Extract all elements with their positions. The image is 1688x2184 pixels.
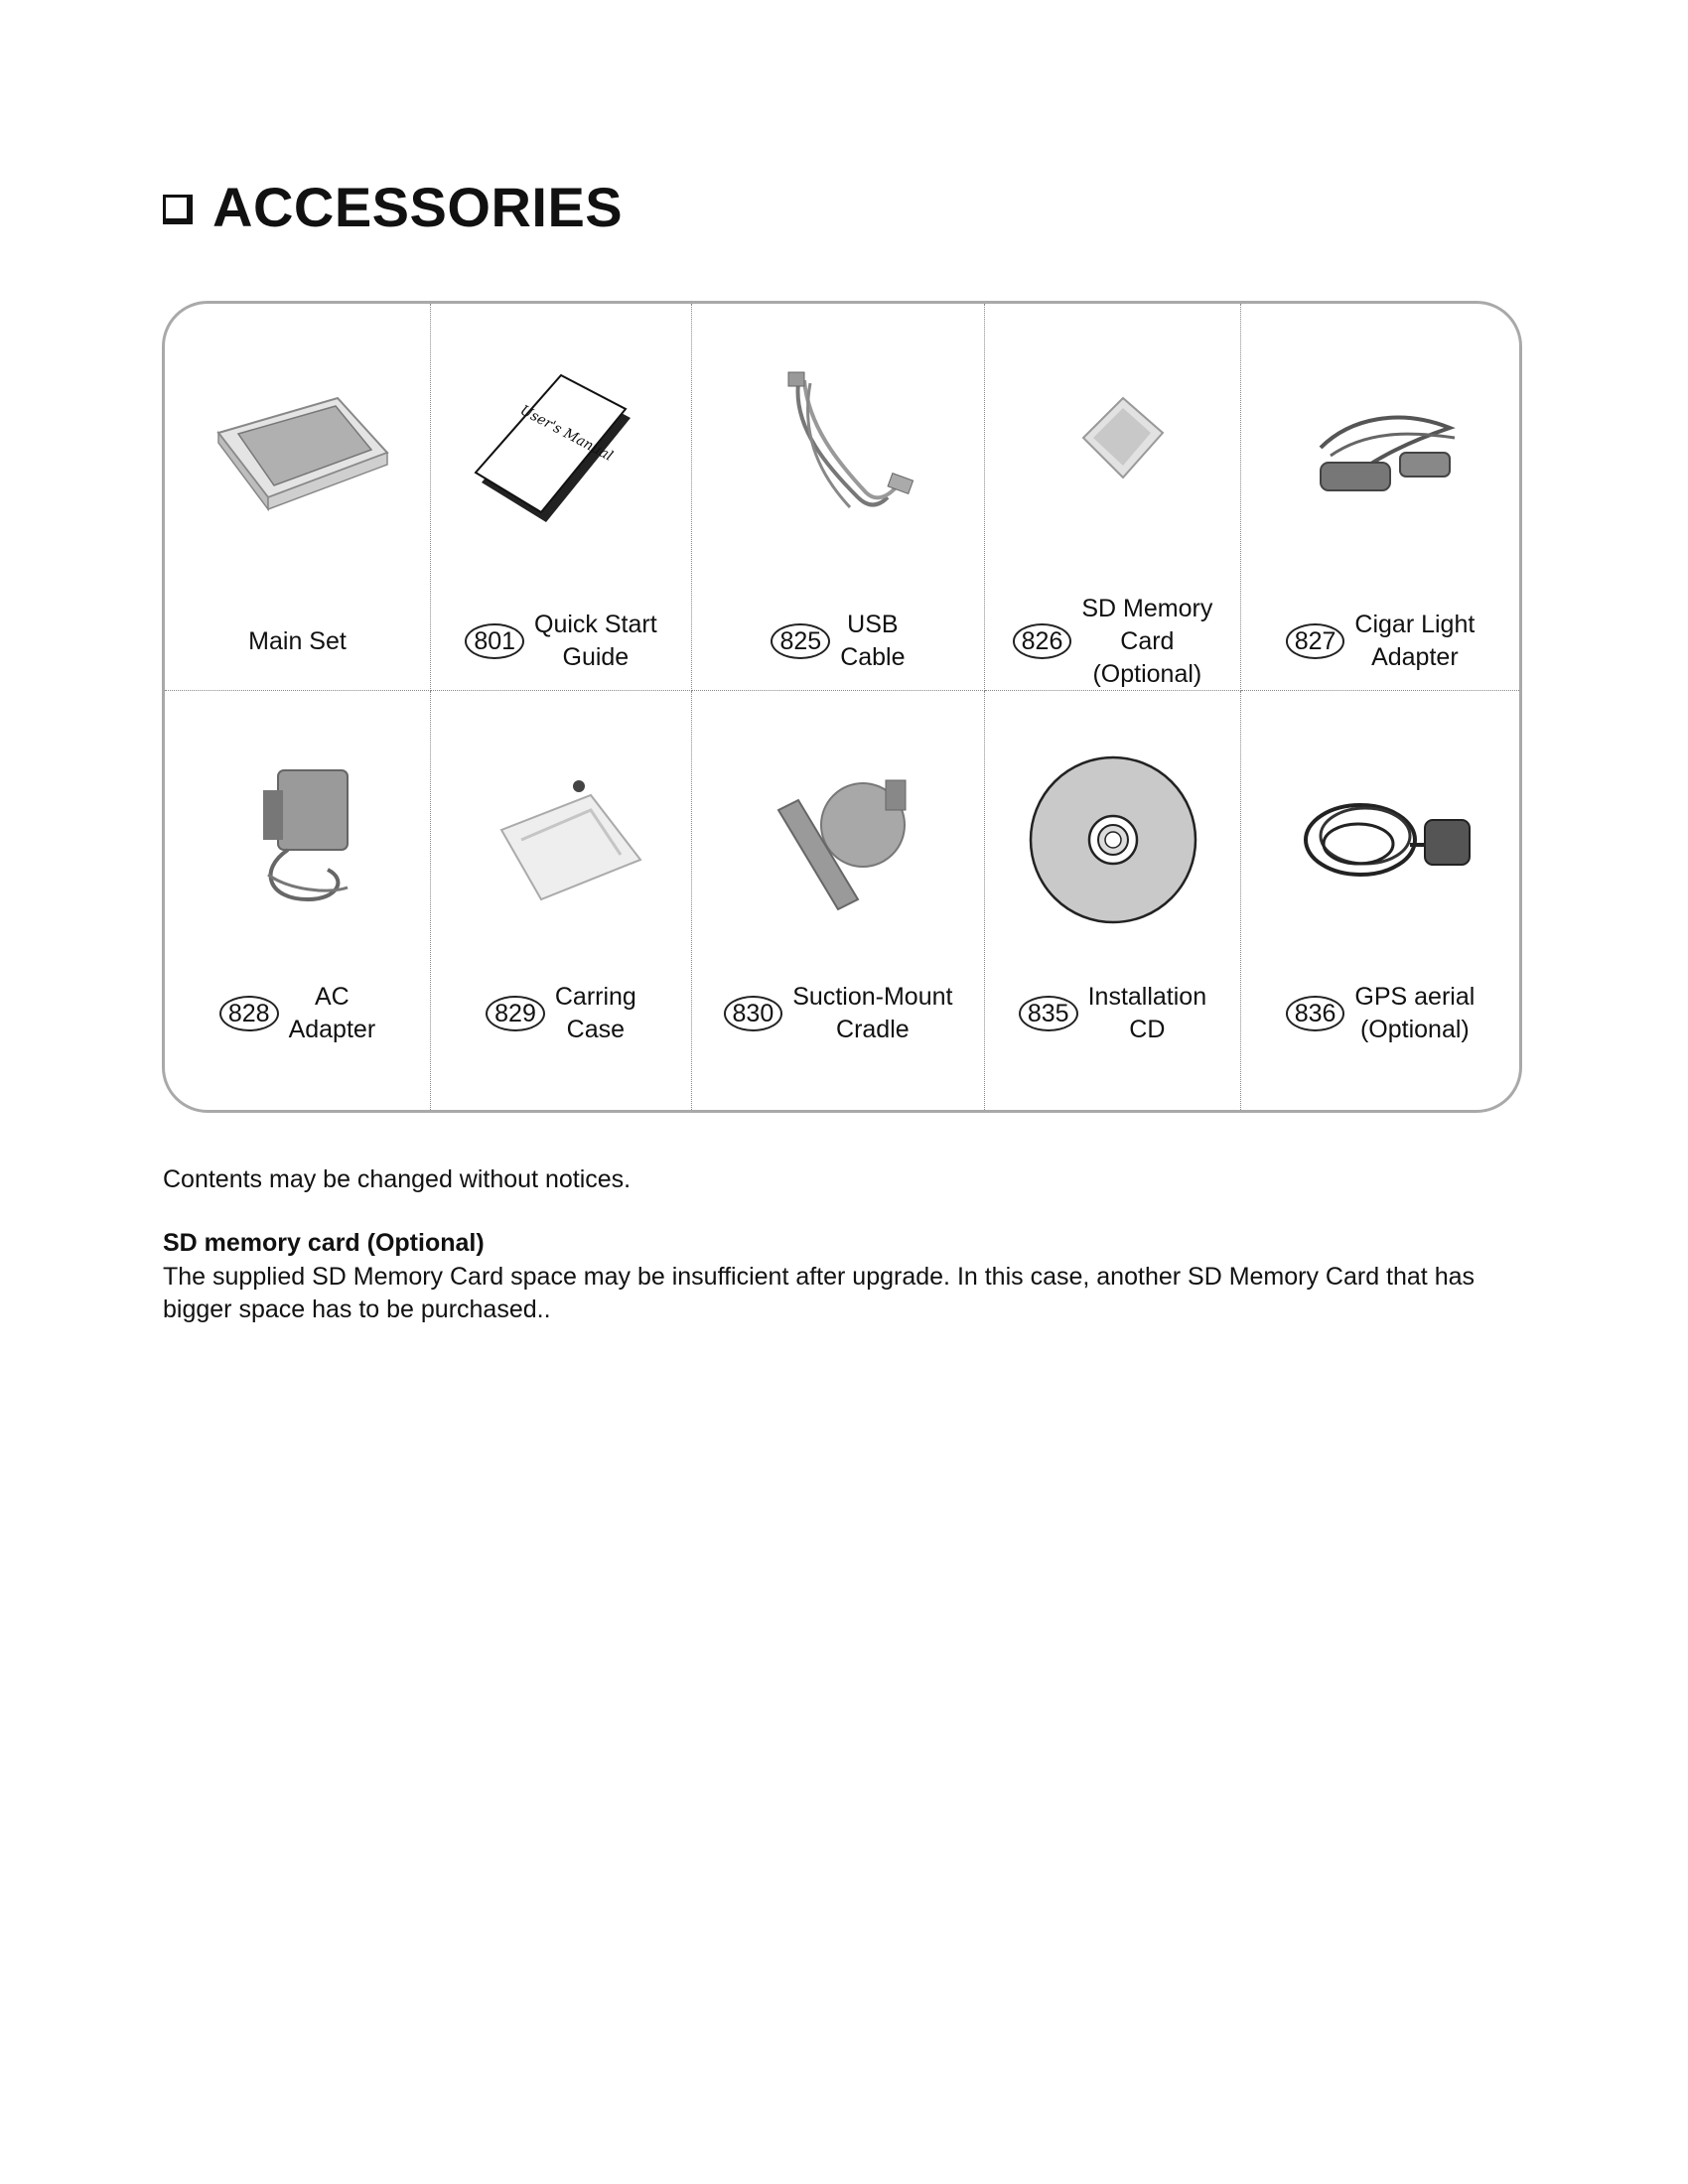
part-number-badge: 825 <box>771 623 830 659</box>
users-manual-icon <box>462 373 660 532</box>
accessory-cell-suction-mount-cradle <box>692 691 985 1110</box>
users-manual-cover-text: User's Manual <box>517 402 616 465</box>
accessory-label: USB Cable <box>840 611 906 671</box>
gps-antenna-icon <box>1281 751 1479 929</box>
accessories-panel <box>162 301 1522 1113</box>
ac-adapter-icon <box>199 751 397 929</box>
carrying-case-icon <box>462 751 660 929</box>
checkbox-icon <box>163 195 193 224</box>
cd-icon <box>1014 751 1212 929</box>
accessory-cell-sd-memory-card <box>985 304 1241 691</box>
accessory-label: Installation CD <box>1087 983 1207 1043</box>
accessory-cell-gps-aerial <box>1241 691 1519 1110</box>
page-title <box>163 175 623 239</box>
car-charger-icon <box>1281 378 1479 527</box>
sd-card-icon <box>1014 378 1212 527</box>
accessory-label: GPS aerial (Optional) <box>1354 983 1476 1043</box>
accessory-label: Carring Case <box>554 983 636 1043</box>
part-number-badge: 827 <box>1286 623 1345 659</box>
accessory-cell-carrying-case <box>431 691 692 1110</box>
accessory-cell-installation-cd <box>985 691 1241 1110</box>
accessory-cell-ac-adapter <box>165 691 431 1110</box>
part-number-badge: 830 <box>724 996 783 1031</box>
accessory-cell-main-set <box>165 304 431 691</box>
accessory-label: Main Set <box>248 626 347 655</box>
part-number-badge: 828 <box>219 996 279 1031</box>
part-number-badge: 835 <box>1019 996 1078 1031</box>
gps-main-unit-icon <box>199 378 397 527</box>
suction-cradle-icon <box>739 751 937 929</box>
part-number-badge: 836 <box>1286 996 1345 1031</box>
accessory-label: SD Memory Card (Optional) <box>1081 594 1213 688</box>
page-title-text: ACCESSORIES <box>212 176 624 238</box>
usb-cable-icon <box>739 368 937 537</box>
part-number-badge: 829 <box>486 996 545 1031</box>
accessory-cell-cigar-light-adapter <box>1241 304 1519 691</box>
accessory-cell-usb-cable <box>692 304 985 691</box>
part-number-badge: 801 <box>465 623 524 659</box>
accessory-label: Cigar Light Adapter <box>1354 611 1476 671</box>
part-number-badge: 826 <box>1013 623 1072 659</box>
sd-card-heading: SD memory card (Optional) <box>163 1229 485 1257</box>
accessory-label: AC Adapter <box>288 983 376 1043</box>
accessory-cell-quick-start-guide <box>431 304 692 691</box>
contents-notice: Contents may be changed without notices. <box>163 1165 632 1193</box>
sd-card-description: The supplied SD Memory Card space may be insufficient after upgrade. In this case, another SD Memory Card that has bigger space has to be purchased.. <box>163 1263 1476 1323</box>
accessory-label: Quick Start Guide <box>534 611 657 671</box>
accessory-label: Suction-Mount Cradle <box>792 983 953 1043</box>
